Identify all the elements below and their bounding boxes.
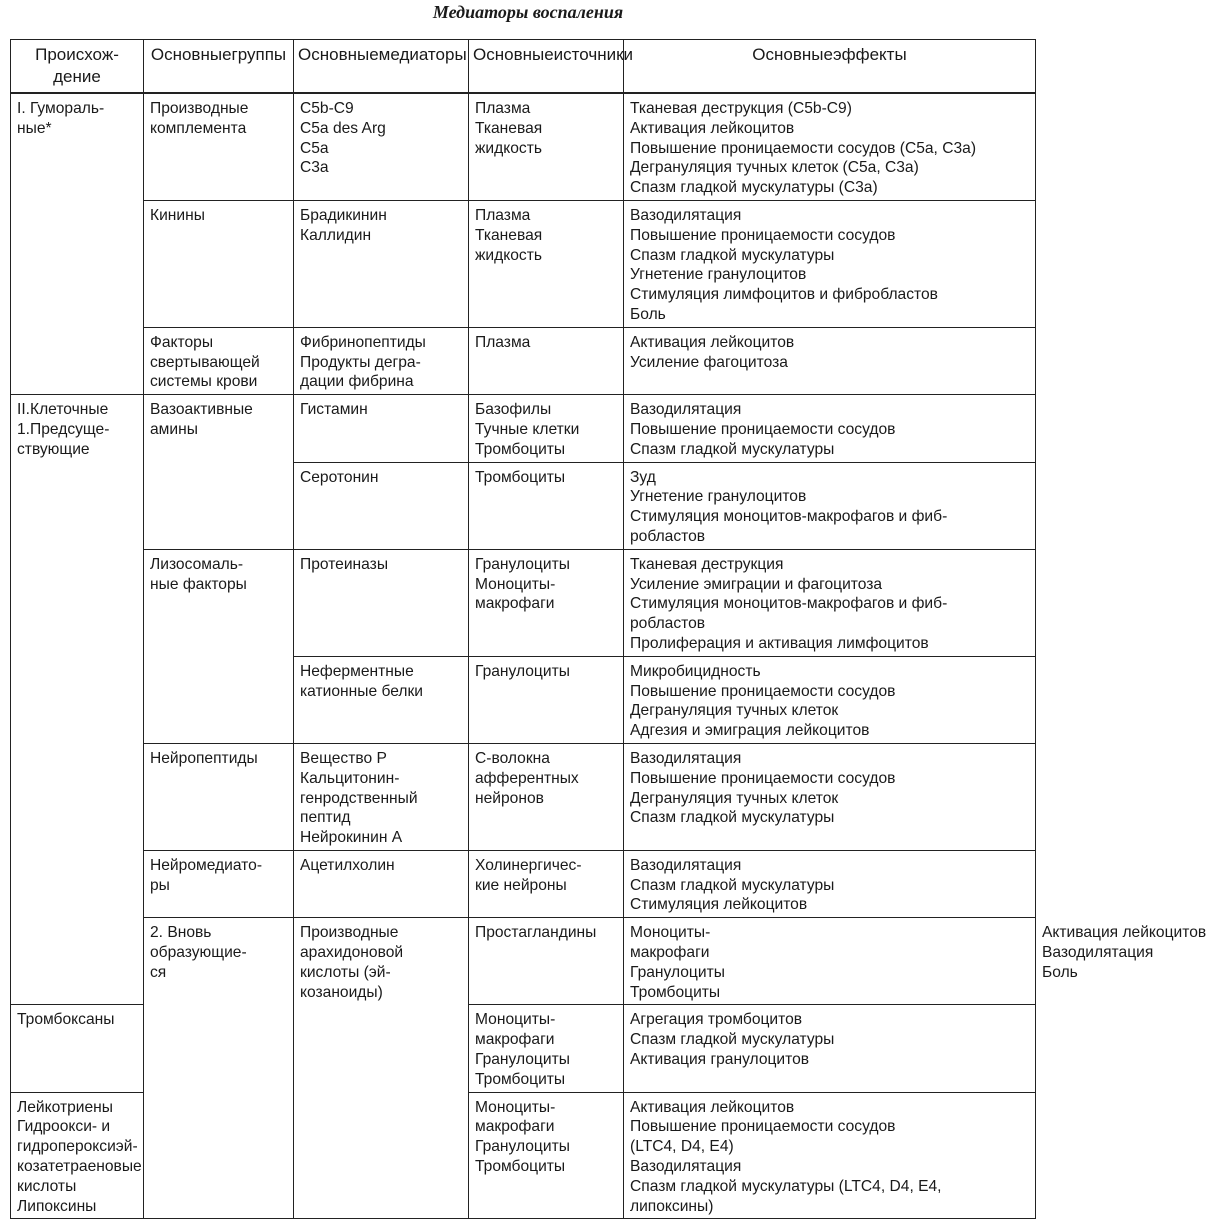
effects-cell: [624, 1092, 1036, 1219]
sources-cell: [469, 1005, 624, 1092]
table-row: [11, 93, 1036, 200]
cell-line: амины: [150, 420, 198, 438]
cell-line: Дегрануляция тучных клеток: [630, 702, 839, 720]
cell-line: Вазодилятация: [630, 1158, 742, 1176]
cell-line: Спазм гладкой мускулатуры: [630, 1031, 835, 1049]
effects-cell: [624, 462, 1036, 549]
effects-cell: [624, 395, 1036, 462]
cell-line: Нейрокинин А: [300, 829, 403, 847]
header-origin: [11, 40, 144, 94]
sources-cell: [469, 743, 624, 850]
header-line: медиаторы: [378, 45, 467, 64]
cell-line: Спазм гладкой мускулатуры (LTC4, D4, E4,: [630, 1177, 942, 1195]
cell-line: Гранулоциты: [475, 1138, 570, 1156]
group-cell: [144, 549, 294, 743]
header-line: Основные: [473, 45, 554, 64]
header-line: дение: [53, 67, 101, 86]
cell-line: Гидроокси- и: [17, 1118, 111, 1136]
cell-line: кислоты (эй-: [300, 963, 391, 981]
cell-line: Стимуляция лейкоцитов: [630, 896, 808, 914]
group-cell: [144, 743, 294, 850]
cell-line: Моноциты-: [475, 575, 556, 593]
cell-line: Моноциты-: [630, 924, 711, 942]
cell-line: Угнетение гранулоцитов: [630, 488, 807, 506]
table-row: [11, 395, 1036, 462]
cell-line: Производные: [150, 100, 249, 117]
cell-line: Дегрануляция тучных клеток (C5a, C3a): [630, 159, 919, 177]
cell-line: 1.Предсуще-: [17, 420, 110, 438]
cell-line: козатетраеновые: [17, 1158, 142, 1176]
effects-cell: [624, 656, 1036, 743]
cell-line: макрофаги: [475, 595, 555, 613]
cell-line: ные*: [17, 119, 52, 137]
cell-line: Гранулоциты: [630, 963, 725, 981]
cell-line: Тромбоциты: [475, 1158, 566, 1176]
cell-line: козаноиды): [300, 983, 383, 1001]
cell-line: макрофаги: [475, 1031, 555, 1049]
origin-cell: [11, 395, 144, 1005]
header-line: источники: [553, 45, 634, 64]
cell-line: пептид: [300, 809, 351, 827]
cell-line: Производные: [300, 924, 399, 942]
mediators-cell: [294, 743, 469, 850]
mediators-cell: [294, 200, 469, 327]
sources-cell: [469, 462, 624, 549]
cell-line: Простагландины: [475, 924, 597, 942]
table-row: [11, 850, 1036, 917]
effects-cell: [624, 850, 1036, 917]
mediators-cell: [11, 1092, 144, 1219]
cell-line: кислоты: [17, 1177, 77, 1195]
cell-line: Стимуляция лимфоцитов и фибробластов: [630, 286, 938, 304]
cell-line: жидкость: [475, 246, 542, 264]
sources-cell: [469, 395, 624, 462]
cell-line: Липоксины: [17, 1197, 97, 1215]
cell-line: C5a des Arg: [300, 119, 386, 137]
cell-line: Усиление эмиграции и фагоцитоза: [630, 575, 883, 593]
effects-cell: [624, 1005, 1036, 1092]
group-cell: [144, 850, 294, 917]
effects-cell: [624, 93, 1036, 200]
mediators-table: [10, 39, 1206, 1219]
table-body: [11, 93, 1206, 1219]
table-row: 2. Вновь образующие- ся Производные арахидоновой кислоты (эй- козаноиды) Простагландины Моноциты- макрофаги Гранулоциты Тромбоциты Активация лейкоцитов Вазодилятация Боль: [11, 918, 1036, 1005]
header-row: [11, 40, 1036, 94]
mediators-cell: [294, 395, 469, 462]
cell-line: Фибринопептиды: [300, 333, 426, 351]
cell-line: нейронов: [475, 789, 544, 807]
cell-line: гидропероксиэй-: [17, 1138, 138, 1156]
cell-line: робластов: [630, 615, 706, 633]
table-row: [11, 327, 1036, 394]
cell-line: дации фибрина: [300, 373, 414, 391]
header-line: Основные: [752, 45, 833, 64]
cell-line: Повышение проницаемости сосудов: [630, 682, 896, 700]
cell-line: ры: [150, 876, 170, 894]
cell-line: Тромбоксаны: [17, 1011, 115, 1029]
cell-line: Вазодилятация: [630, 856, 742, 874]
cell-line: арахидоновой: [300, 944, 404, 962]
cell-line: Ацетилхолин: [300, 856, 395, 874]
cell-line: Вазоактивные: [150, 401, 253, 419]
header-line: Основные: [150, 45, 232, 64]
group-cell: [294, 918, 469, 1219]
sources-cell: [469, 850, 624, 917]
cell-line: Спазм гладкой мускулатуры: [630, 440, 835, 458]
cell-line: Активация лейкоцитов: [630, 1098, 795, 1116]
mediators-cell: [11, 1005, 144, 1092]
cell-line: Гранулоциты: [475, 662, 570, 680]
cell-line: Агрегация тромбоцитов: [630, 1011, 803, 1029]
mediators-cell: [294, 656, 469, 743]
cell-line: Тканевая: [475, 119, 543, 137]
effects-cell: [624, 743, 1036, 850]
header-mediators: [294, 40, 469, 94]
cell-line: жидкость: [475, 139, 542, 157]
cell-line: Тканевая деструкция (C5b-C9): [630, 100, 852, 117]
cell-line: Пролиферация и активация лимфоцитов: [630, 634, 929, 652]
cell-line: Гранулоциты: [475, 555, 570, 573]
cell-line: макрофаги: [630, 944, 710, 962]
page-title: Медиаторы воспаления: [432, 2, 624, 22]
cell-line: Спазм гладкой мускулатуры: [630, 246, 835, 264]
cell-line: Повышение проницаемости сосудов: [630, 1118, 896, 1136]
sources-cell: [469, 327, 624, 394]
header-line: группы: [231, 45, 287, 64]
cell-line: II.Клеточные: [17, 401, 109, 419]
table-row: [11, 200, 1036, 327]
cell-line: комплемента: [150, 119, 247, 137]
cell-line: Стимуляция моноцитов-макрофагов и фиб-: [630, 508, 948, 526]
cell-line: Базофилы: [475, 401, 552, 419]
cell-line: Нейромедиато-: [150, 856, 263, 874]
mediators-cell: [294, 93, 469, 200]
header-effects: [624, 40, 1036, 94]
sources-cell: [469, 200, 624, 327]
cell-line: кие нейроны: [475, 876, 567, 894]
cell-line: Активация лейкоцитов: [630, 119, 795, 137]
cell-line: C3a: [300, 159, 329, 177]
cell-line: липоксины): [630, 1197, 714, 1215]
cell-line: Плазма: [475, 206, 531, 224]
cell-line: Адгезия и эмиграция лейкоцитов: [630, 722, 870, 740]
cell-line: Тканевая: [475, 226, 543, 244]
cell-line: Тромбоциты: [630, 983, 721, 1001]
cell-line: Вазодилятация: [630, 206, 742, 224]
cell-line: Гистамин: [300, 401, 368, 419]
group-cell: [144, 93, 294, 200]
cell-line: Плазма: [475, 333, 531, 351]
origin-cell: [144, 918, 294, 1219]
cell-line: свертывающей: [150, 353, 260, 371]
cell-line: C5a: [300, 139, 329, 157]
sources-cell: [469, 549, 624, 656]
cell-line: Микробицидность: [630, 662, 761, 680]
group-cell: [144, 200, 294, 327]
cell-line: Гранулоциты: [475, 1051, 570, 1069]
table-row: [11, 549, 1036, 656]
header-line: эффекты: [832, 45, 907, 64]
header-sources: [469, 40, 634, 94]
cell-line: Усиление фагоцитоза: [630, 353, 788, 371]
cell-line: Спазм гладкой мускулатуры: [630, 876, 835, 894]
cell-line: робластов: [630, 527, 706, 545]
cell-line: Повышение проницаемости сосудов: [630, 226, 896, 244]
cell-line: Холинергичес-: [475, 856, 582, 874]
effects-cell: [624, 549, 1036, 656]
cell-line: Угнетение гранулоцитов: [630, 266, 807, 284]
cell-line: Повышение проницаемости сосудов: [630, 769, 896, 787]
cell-line: Кинины: [150, 206, 205, 224]
cell-line: Активация лейкоцитов: [630, 333, 795, 351]
cell-line: Спазм гладкой мускулатуры: [630, 809, 835, 827]
mediators-cell: [294, 850, 469, 917]
cell-line: ствующие: [17, 440, 90, 458]
cell-line: Неферментные: [300, 662, 414, 680]
header-line: Происхож-: [35, 45, 119, 64]
cell-line: ные факторы: [150, 575, 247, 593]
cell-line: Тромбоциты: [475, 1070, 566, 1088]
cell-line: (LTC4, D4, E4): [630, 1138, 734, 1156]
cell-line: Серотонин: [300, 468, 379, 486]
cell-line: Вазодилятация: [630, 401, 742, 419]
cell-line: макрофаги: [475, 1118, 555, 1136]
mediators-cell: [469, 918, 624, 1005]
cell-line: катионные белки: [300, 682, 423, 700]
sources-cell: [624, 918, 1036, 1005]
cell-line: Кальцитонин-: [300, 769, 400, 787]
cell-line: Брадикинин: [300, 206, 387, 224]
table-row: [11, 743, 1036, 850]
cell-line: Вазодилятация: [630, 749, 742, 767]
cell-line: Активация гранулоцитов: [630, 1051, 810, 1069]
cell-line: Нейропептиды: [150, 749, 258, 767]
cell-line: Повышение проницаемости сосудов (C5a, C3a): [630, 139, 977, 157]
effects-cell: [624, 200, 1036, 327]
cell-line: Тканевая деструкция: [630, 555, 784, 573]
cell-line: Каллидин: [300, 226, 372, 244]
header-groups: [144, 40, 294, 94]
sources-cell: [469, 93, 624, 200]
cell-line: Тучные клетки: [475, 420, 580, 438]
group-cell: [144, 327, 294, 394]
cell-line: Тромбоциты: [475, 440, 566, 458]
cell-line: Спазм гладкой мускулатуры (C3a): [630, 179, 878, 197]
cell-line: Протеиназы: [300, 555, 389, 573]
effects-cell: [624, 327, 1036, 394]
cell-line: Дегрануляция тучных клеток: [630, 789, 839, 807]
group-cell: [144, 395, 294, 550]
cell-line: системы крови: [150, 373, 258, 391]
cell-line: Факторы: [150, 333, 214, 351]
cell-line: Боль: [630, 305, 666, 323]
sources-cell: [469, 656, 624, 743]
cell-line: Плазма: [475, 100, 531, 117]
cell-line: Продукты дегра-: [300, 353, 421, 371]
cell-line: I. Гумораль-: [17, 100, 105, 117]
cell-line: 2. Вновь: [150, 924, 212, 942]
cell-line: генродственный: [300, 789, 418, 807]
cell-line: Вещество Р: [300, 749, 387, 767]
header-line: Основные: [298, 45, 379, 64]
cell-line: Тромбоциты: [475, 468, 566, 486]
mediators-cell: [294, 327, 469, 394]
cell-line: С-волокна: [475, 749, 550, 767]
cell-line: афферентных: [475, 769, 579, 787]
mediators-cell: [294, 549, 469, 656]
cell-line: C5b-C9: [300, 100, 354, 117]
mediators-cell: [294, 462, 469, 549]
cell-line: Лейкотриены: [17, 1098, 113, 1116]
origin-cell: [11, 93, 144, 395]
sources-cell: [469, 1092, 624, 1219]
cell-line: ся: [150, 963, 167, 981]
cell-line: Моноциты-: [475, 1098, 556, 1116]
cell-line: Повышение проницаемости сосудов: [630, 420, 896, 438]
cell-line: Лизосомаль-: [150, 555, 244, 573]
cell-line: Зуд: [630, 468, 656, 486]
cell-line: Моноциты-: [475, 1011, 556, 1029]
cell-line: образующие-: [150, 944, 247, 962]
cell-line: Стимуляция моноцитов-макрофагов и фиб-: [630, 595, 948, 613]
